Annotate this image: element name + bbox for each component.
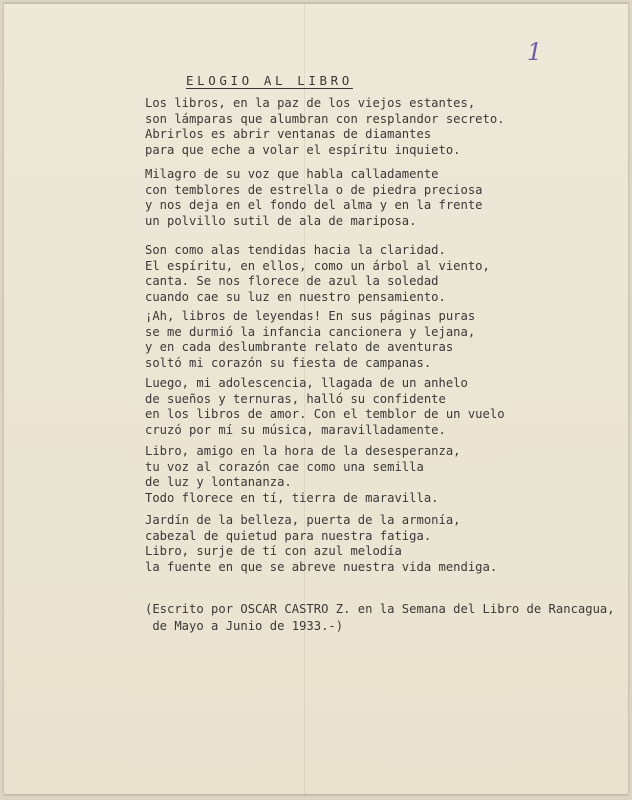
poem-line: tu voz al corazón cae como una semilla — [145, 459, 424, 474]
poem-line: con temblores de estrella o de piedra preciosa — [145, 182, 483, 197]
footer-line: (Escrito por OSCAR CASTRO Z. en la Semana del Libro de Rancagua, — [145, 602, 615, 616]
poem-line: Luego, mi adolescencia, llagada de un anhelo — [145, 376, 468, 390]
stanza-2 — [145, 167, 483, 229]
poem-line: cuando cae su luz en nuestro pensamiento. — [145, 289, 446, 304]
poem-line: Libro, surje de tí con azul melodía — [145, 544, 402, 558]
poem-line: Los libros, en la paz de los viejos estantes, — [145, 96, 476, 110]
poem-line: soltó mi corazón su fiesta de campanas. — [145, 355, 432, 370]
handwritten-page-number: 1 — [527, 38, 543, 66]
paper-edge-bottom — [4, 794, 628, 795]
poem-line: Jardín de la belleza, puerta de la armonía, — [145, 513, 461, 527]
poem-line: para que eche a volar el espíritu inquieto. — [145, 142, 461, 157]
poem-line: Abrirlos es abrir ventanas de diamantes — [145, 127, 432, 141]
poem-line: Son como alas tendidas hacia la claridad. — [145, 243, 446, 257]
poem-line: cabezal de quietud para nuestra fatiga. — [145, 528, 432, 543]
poem-line: y en cada deslumbrante relato de aventuras — [145, 340, 454, 354]
poem-line: y nos deja en el fondo del alma y en la frente — [145, 198, 483, 212]
authorship-note — [145, 601, 615, 635]
stanza-5 — [145, 376, 505, 438]
paper-edge-top — [4, 3, 628, 4]
poem-line: la fuente en que se abreve nuestra vida mendiga. — [145, 559, 498, 574]
stanza-6 — [145, 444, 461, 506]
poem-line: cruzó por mí su música, maravilladamente. — [145, 422, 446, 437]
stanza-3 — [145, 243, 490, 305]
poem-line: se me durmió la infancia cancionera y lejana, — [145, 324, 476, 339]
poem-line: un polvillo sutil de ala de mariposa. — [145, 213, 417, 228]
poem-line: Libro, amigo en la hora de la desesperanza, — [145, 444, 461, 458]
poem-line: Todo florece en tí, tierra de maravilla. — [145, 490, 439, 505]
poem-line: El espíritu, en ellos, como un árbol al viento, — [145, 258, 490, 273]
poem-line: ¡Ah, libros de leyendas! En sus páginas puras — [145, 309, 476, 323]
stanza-1 — [145, 96, 505, 158]
poem-line: de sueños y ternuras, halló su confidente — [145, 391, 446, 406]
footer-line: de Mayo a Junio de 1933.-) — [145, 619, 344, 633]
poem-line: Milagro de su voz que habla calladamente — [145, 167, 439, 181]
stanza-7 — [145, 513, 497, 575]
poem-title: ELOGIO AL LIBRO — [186, 73, 353, 88]
poem-line: de luz y lontananza. — [145, 475, 292, 489]
stanza-4 — [145, 309, 475, 371]
poem-line: son lámparas que alumbran con resplandor secreto. — [145, 111, 505, 126]
poem-line: canta. Se nos florece de azul la soledad — [145, 274, 439, 288]
poem-line: en los libros de amor. Con el temblor de un vuelo — [145, 407, 505, 421]
